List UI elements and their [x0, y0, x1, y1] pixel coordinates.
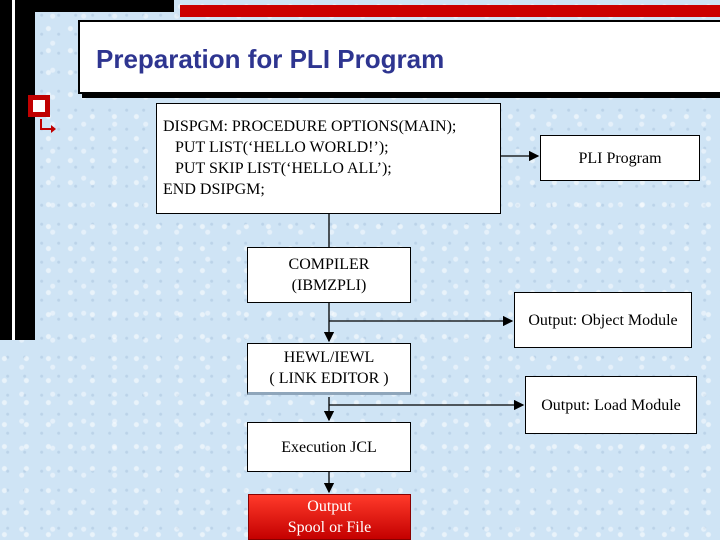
link-editor-line1: HEWL/IEWL [283, 349, 375, 366]
link-editor-line2: ( LINK EDITOR ) [269, 370, 389, 387]
compiler-line1: COMPILER [288, 256, 370, 273]
slide-title: Preparation for PLI Program [96, 44, 445, 74]
code-line: END DSIPGM; [163, 181, 265, 198]
load-module-label: Output: Load Module [541, 396, 681, 414]
output-line1: Output [307, 498, 352, 515]
code-line: DISPGM: PROCEDURE OPTIONS(MAIN); [163, 118, 457, 135]
code-line: PUT LIST(‘HELLO WORLD!’); [163, 139, 389, 156]
compiler-line2: (IBMZPLI) [291, 277, 367, 294]
pli-program-label: PLI Program [578, 149, 662, 167]
object-module-label: Output: Object Module [528, 311, 678, 329]
code-line: PUT SKIP LIST(‘HELLO ALL’); [163, 160, 392, 177]
output-line2: Spool or File [287, 519, 372, 536]
execution-jcl-label: Execution JCL [281, 438, 377, 456]
